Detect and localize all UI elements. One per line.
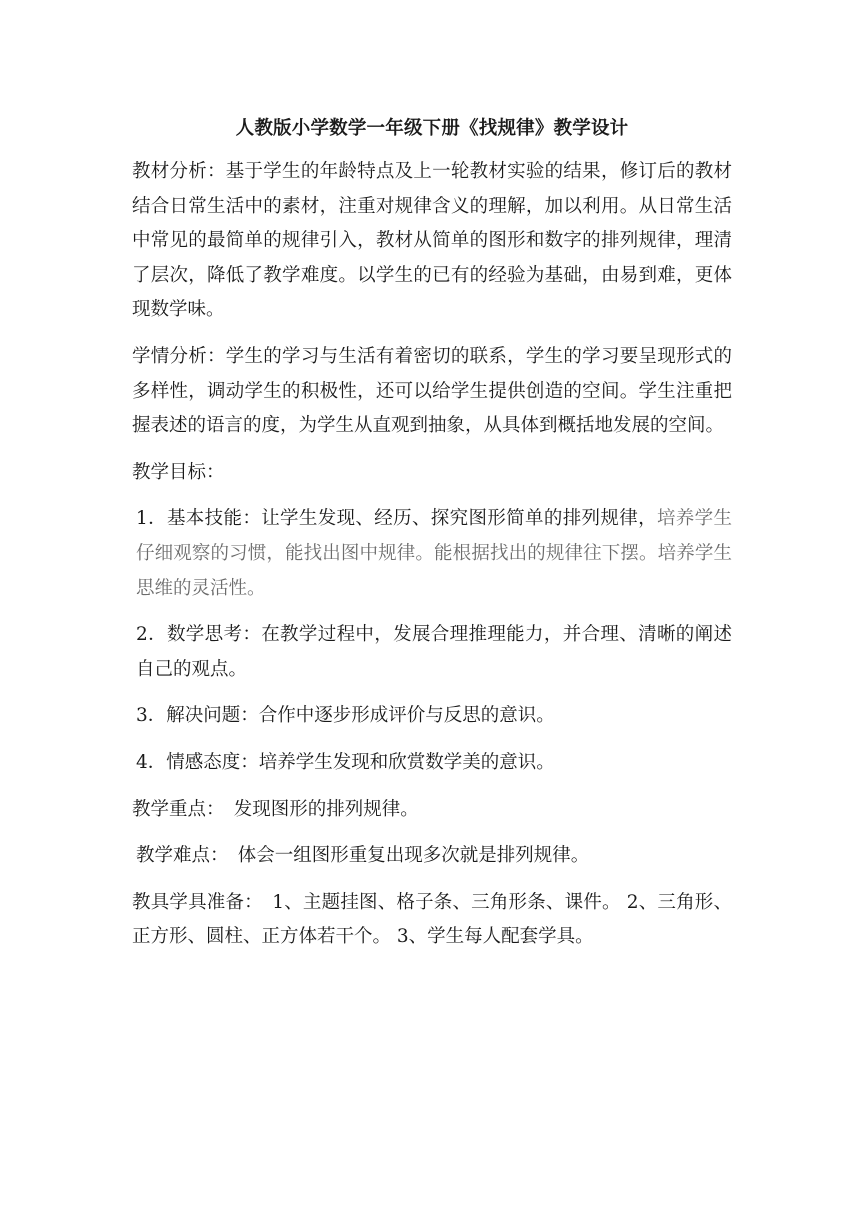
difficulty-paragraph: 教学难点： 体会一组图形重复出现多次就是排列规律。 xyxy=(136,845,590,867)
objectives-heading: 教学目标： xyxy=(132,461,225,483)
student-analysis-paragraph: 学情分析：学生的学习与生活有着密切的联系，学生的学习要呈现形式的多样性，调动学生的积极性，还可以给学生提供创造的空间。学生注重把握表述的语言的度，为学生从直观到抽象，从具体到概括地发展的空间。 xyxy=(132,345,732,437)
objective-1-text: 1．基本技能：让学生发现、经历、探究图形简单的排列规律， xyxy=(136,508,657,530)
document-body xyxy=(132,112,732,967)
materials-paragraph: 教具学具准备： 1、主题挂图、格子条、三角形条、课件。 2、三角形、正方形、圆柱、正方体若干个。 3、学生每人配套学具。 xyxy=(132,891,732,948)
document-title: 人教版小学数学一年级下册《找规律》教学设计 xyxy=(235,118,629,139)
objective-4-paragraph: 4．情感态度：培养学生发现和欣赏数学美的意识。 xyxy=(136,751,555,773)
objective-3-paragraph: 3．解决问题：合作中逐步形成评价与反思的意识。 xyxy=(136,705,555,727)
objective-1-paragraph xyxy=(132,502,732,606)
objective-2-paragraph: 2．数学思考：在教学过程中，发展合理推理能力，并合理、清晰的阐述自己的观点。 xyxy=(136,624,732,680)
key-point-paragraph: 教学重点： 发现图形的排列规律。 xyxy=(132,798,419,820)
material-analysis-paragraph: 教材分析：基于学生的年龄特点及上一轮教材实验的结果，修订后的教材结合日常生活中的素材，注重对规律含义的理解，加以利用。从日常生活中常见的最简单的规律引入，教材从简单的图形和数字的排列规律，理清了层次，降低了教学难度。以学生的已有的经验为基础，由易到难，更体现数学味。 xyxy=(132,161,732,321)
objective-1-gray-text: 培养学生仔细观察的习惯，能找出图中规律。能根据找出的规律往下摆。培养学生思维的灵活性。 xyxy=(136,508,732,599)
